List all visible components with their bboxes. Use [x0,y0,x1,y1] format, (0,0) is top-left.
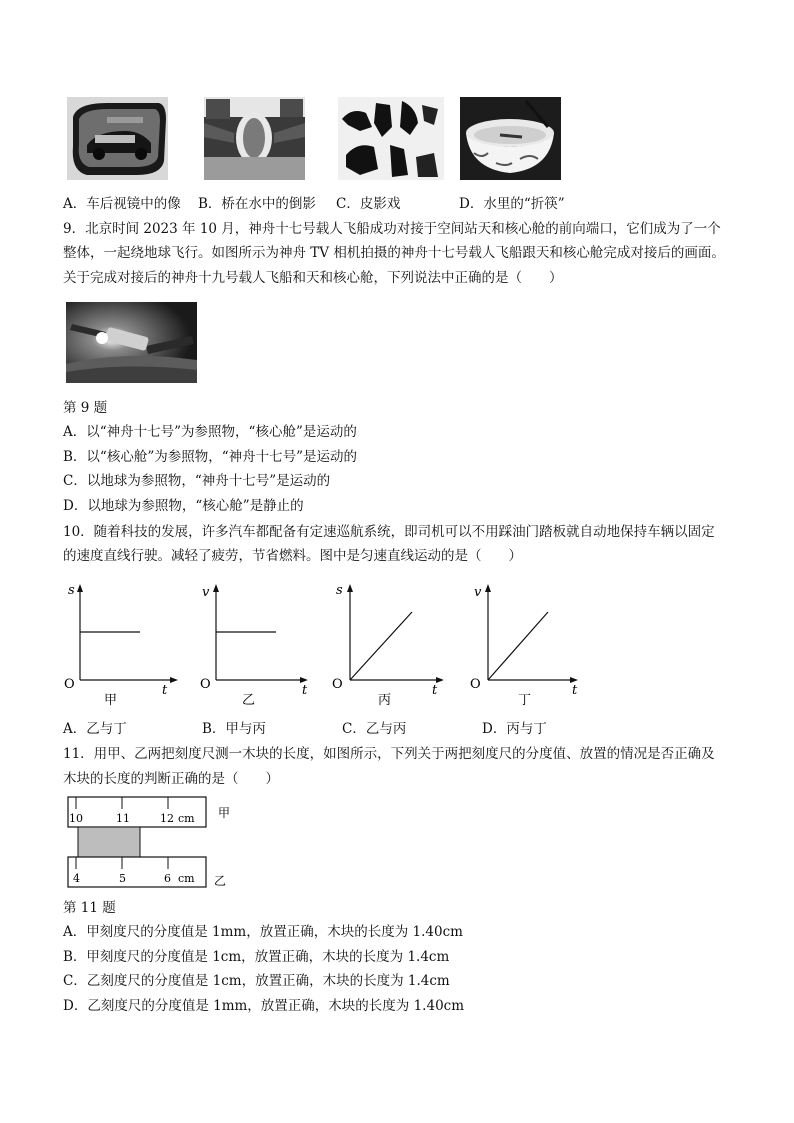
bent-chopstick-photo [460,97,561,180]
q9-stem-line-1: 9．北京时间 2023 年 10 月，神舟十七号载人飞船成功对接于空间站天和核心舱的前向端口，它们成为了一个 [63,221,721,237]
q11-stem-line-1: 11．用甲、乙两把刻度尺测一木块的长度，如图所示，下列关于两把刻度尺的分度值、放置的情况是否正确及 [63,746,715,762]
ruler-yi-unit: cm [178,872,195,885]
ruler-figure [64,795,244,890]
graph-yi-xlabel: t [302,683,308,698]
graph-yi [198,580,318,710]
ruler-yi-tick-5: 5 [119,872,126,885]
graph-ding-line [488,612,548,680]
ruler-jia-tick-11: 11 [116,812,130,825]
q9-option-b[interactable]: B．以“核心舱”为参照物，“神舟十七号”是运动的 [63,449,358,465]
ruler-yi-tick-6: 6 [164,872,171,885]
graph-yi-name: 乙 [242,693,256,708]
q9-stem-line-3: 关于完成对接后的神舟十九号载人飞船和天和核心舱，下列说法中正确的是（ ） [63,270,563,286]
q10-option-c[interactable]: C．乙与丙 [342,721,407,737]
q9-option-a[interactable]: A．以“神舟十七号”为参照物，“核心舱”是运动的 [63,424,357,440]
q8-option-c[interactable]: C．皮影戏 [336,196,401,212]
q11-option-a[interactable]: A．甲刻度尺的分度值是 1mm，放置正确，木块的长度为 1.40cm [63,924,463,940]
q8-option-b[interactable]: B．桥在水中的倒影 [198,196,316,212]
graph-jia-xlabel: t [162,683,168,698]
graph-ding-origin: O [470,677,481,692]
q9-figure-caption: 第 9 题 [63,400,108,416]
ruler-yi-tick-4: 4 [73,872,80,885]
q8-option-a[interactable]: A．车后视镜中的像 [63,196,181,212]
graph-bing-xlabel: t [432,683,438,698]
shadow-puppet-photo [338,97,444,180]
graph-bing-line [350,612,412,680]
graph-bing [330,580,450,710]
q10-option-b[interactable]: B．甲与丙 [202,721,266,737]
wood-block [78,827,140,857]
ruler-jia-unit: cm [178,812,195,825]
q8-option-d[interactable]: D．水里的“折筷” [459,196,565,212]
q10-stem-line-1: 10．随着科技的发展，许多汽车都配备有定速巡航系统，即司机可以不用踩油门踏板就自动地保持车辆以固定 [63,524,715,540]
bridge-reflection-photo [204,97,305,180]
car-mirror-photo [67,97,168,180]
graph-jia-ylabel: s [68,583,75,598]
q11-figure-caption: 第 11 题 [63,900,116,916]
q11-option-b[interactable]: B．甲刻度尺的分度值是 1cm，放置正确，木块的长度为 1.4cm [63,949,450,965]
graph-bing-name: 丙 [378,693,392,708]
graph-yi-ylabel: v [202,585,210,600]
graph-jia-name: 甲 [104,693,118,708]
ruler-jia-tick-10: 10 [69,812,83,825]
graph-yi-origin: O [200,677,211,692]
spacecraft-docking-photo [66,302,197,383]
q10-stem-line-2: 的速度直线行驶。减轻了疲劳，节省燃料。图中是匀速直线运动的是（ ） [63,548,522,564]
graph-ding-name: 丁 [518,693,532,708]
graph-bing-ylabel: s [336,583,343,598]
graph-jia-origin: O [64,677,75,692]
q9-stem-line-2: 整体，一起绕地球飞行。如图所示为神舟 TV 相机拍摄的神舟十七号载人飞船跟天和核心舱完成对接后的画面。 [63,245,725,261]
ruler-yi-name: 乙 [214,874,227,888]
q11-option-c[interactable]: C．乙刻度尺的分度值是 1cm，放置正确，木块的长度为 1.4cm [63,973,450,989]
q9-option-c[interactable]: C．以地球为参照物，“神舟十七号”是运动的 [63,473,331,489]
graph-ding-xlabel: t [572,683,578,698]
q9-option-d[interactable]: D．以地球为参照物，“核心舱”是静止的 [63,498,304,514]
graph-ding [468,580,588,710]
graph-bing-origin: O [332,677,343,692]
q11-stem-line-2: 木块的长度的判断正确的是（ ） [63,771,279,787]
ruler-jia-tick-12: 12 [160,812,174,825]
graph-ding-ylabel: v [474,585,482,600]
ruler-jia-name: 甲 [218,806,231,820]
q10-option-d[interactable]: D．丙与丁 [482,721,547,737]
q11-option-d[interactable]: D．乙刻度尺的分度值是 1mm，放置正确，木块的长度为 1.40cm [63,998,465,1014]
q10-option-a[interactable]: A．乙与丁 [63,721,127,737]
graph-jia [62,580,182,710]
